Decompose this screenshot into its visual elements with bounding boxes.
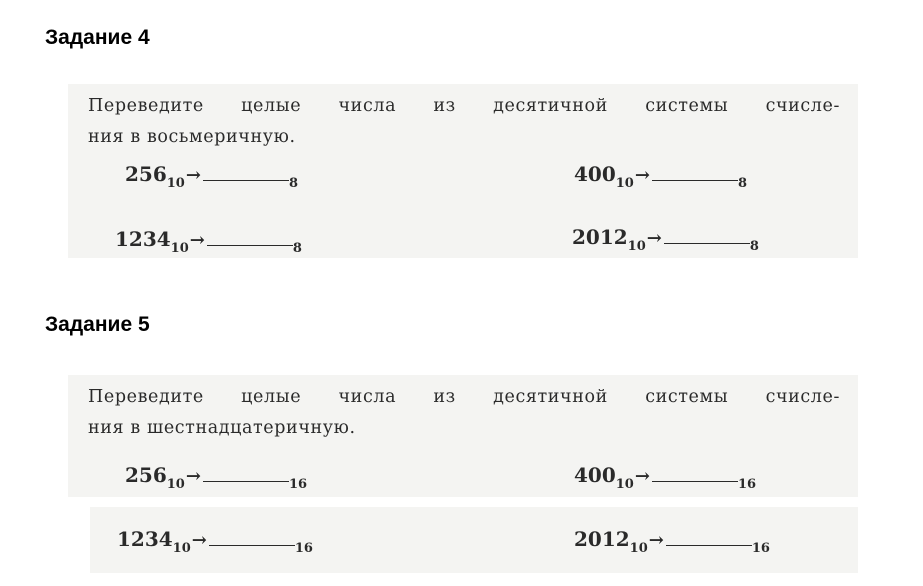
from-base: 10 (170, 241, 189, 256)
to-base: 16 (294, 541, 313, 556)
decimal-number: 256 (125, 162, 167, 186)
answer-blank[interactable] (652, 178, 738, 181)
task-5-prompt-line-2: ния в шестнадцатеричную. (88, 418, 356, 438)
answer-blank[interactable] (666, 543, 752, 546)
arrow-icon: → (189, 230, 205, 251)
task-4-prompt (88, 91, 840, 153)
decimal-number: 256 (125, 463, 167, 487)
answer-blank[interactable] (664, 241, 750, 244)
arrow-icon: → (634, 165, 650, 186)
from-base: 10 (627, 239, 646, 254)
answer-blank[interactable] (207, 243, 293, 246)
arrow-icon: → (191, 530, 207, 551)
arrow-icon: → (648, 530, 664, 551)
to-base: 16 (288, 477, 308, 492)
answer-blank[interactable] (203, 178, 289, 181)
to-base: 8 (288, 176, 298, 191)
task-5-prompt-line-1: Переведите целые числа из десятичной системы счисле- (88, 387, 840, 407)
from-base: 10 (166, 477, 185, 492)
decimal-number: 1234 (117, 527, 173, 551)
arrow-icon: → (634, 466, 650, 487)
decimal-number: 2012 (572, 225, 628, 249)
from-base: 10 (172, 541, 191, 556)
to-base: 8 (737, 176, 747, 191)
answer-blank[interactable] (209, 543, 295, 546)
answer-blank[interactable] (203, 479, 289, 482)
arrow-icon: → (185, 165, 201, 186)
task-5-scan-bottom (90, 507, 858, 573)
task-5-item-4 (574, 527, 770, 556)
task-4-item-1 (125, 162, 298, 191)
decimal-number: 400 (574, 162, 616, 186)
task-4-prompt-line-1: Переведите целые числа из десятичной системы счисле- (88, 96, 840, 116)
from-base: 10 (615, 176, 634, 191)
task-4-item-3 (115, 227, 302, 256)
task-5-prompt (88, 382, 840, 444)
arrow-icon: → (185, 466, 201, 487)
task-5-item-2 (574, 463, 757, 492)
decimal-number: 1234 (115, 227, 171, 251)
from-base: 10 (615, 477, 634, 492)
decimal-number: 400 (574, 463, 616, 487)
task-4-item-2 (574, 162, 747, 191)
answer-blank[interactable] (652, 479, 738, 482)
to-base: 16 (737, 477, 757, 492)
to-base: 8 (749, 239, 759, 254)
task-5-title: Задание 5 (45, 313, 150, 336)
task-5-item-1 (125, 463, 308, 492)
to-base: 16 (751, 541, 770, 556)
arrow-icon: → (646, 228, 662, 249)
task-5-item-3 (117, 527, 313, 556)
task-4-prompt-line-2: ния в восьмеричную. (88, 127, 296, 147)
task-4-item-4 (572, 225, 759, 254)
from-base: 10 (166, 176, 185, 191)
task-4-scan (68, 84, 858, 258)
task-5-scan-top (68, 375, 858, 497)
task-4-title: Задание 4 (45, 26, 150, 49)
to-base: 8 (292, 241, 302, 256)
from-base: 10 (629, 541, 648, 556)
decimal-number: 2012 (574, 527, 630, 551)
